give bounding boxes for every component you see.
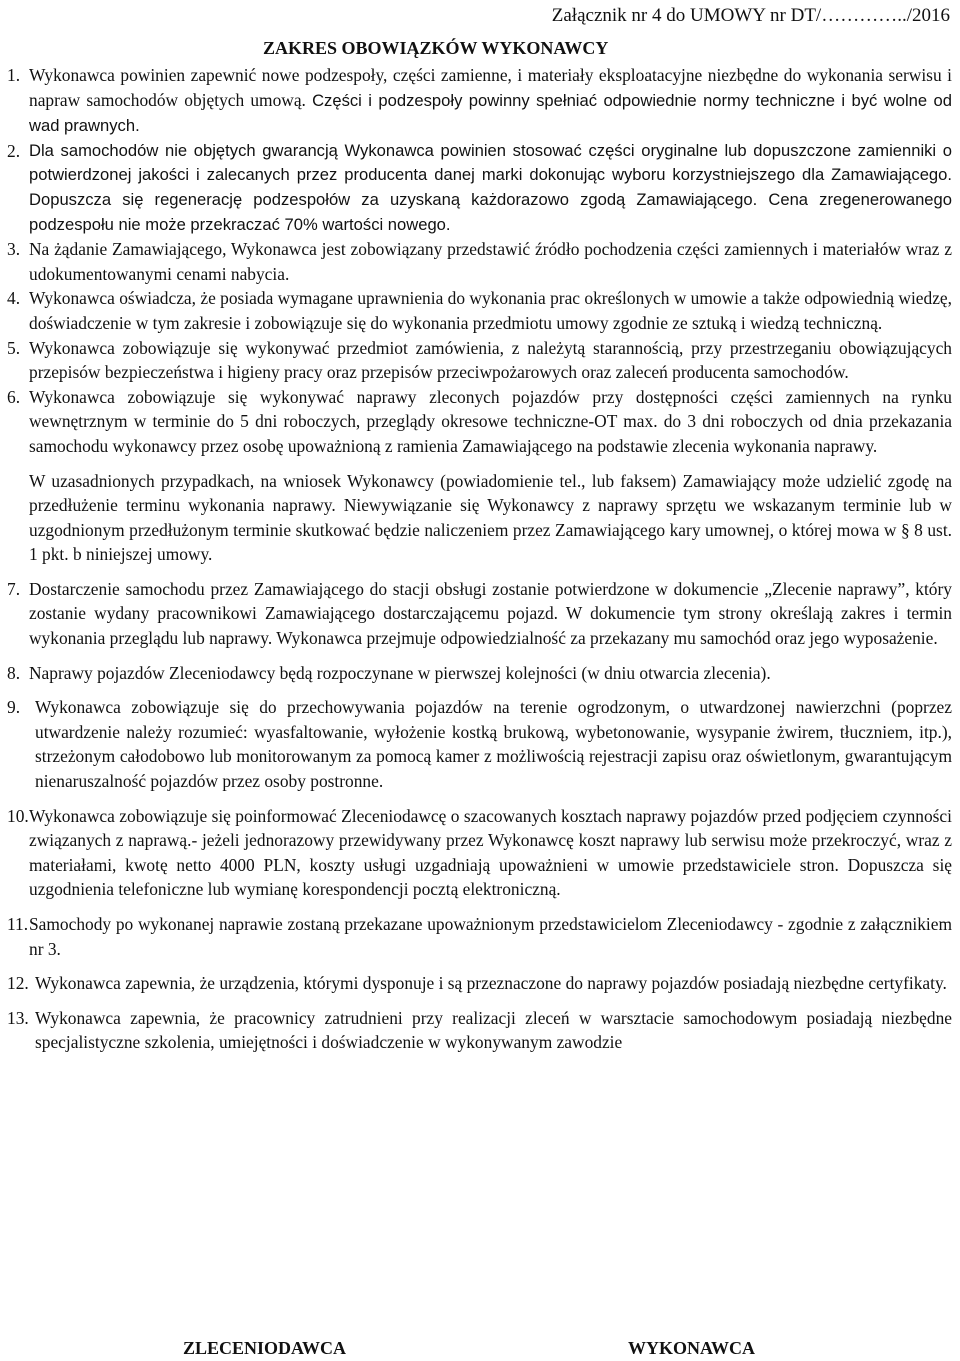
item-text: Na żądanie Zamawiającego, Wykonawca jest zobowiązany przedstawić źródło pochodzenia części zamiennych i materiałów wraz z udokumentowanymi cenami nabycia. [29, 239, 952, 284]
item-number: 8. [7, 662, 21, 683]
document-title: ZAKRES OBOWIĄZKÓW WYKONAWCY [263, 38, 609, 58]
item-text: Wykonawca zapewnia, że pracownicy zatrudnieni przy realizacji zleceń w warsztacie samochodowym posiadają niezbędne specjalistyczne szkolenia, umiejętności i doświadczenie w wykonywanym zawodzie [35, 1007, 952, 1053]
item-text [29, 63, 952, 139]
annex-reference: Załącznik nr 4 do UMOWY nr DT/…………../2016 [551, 5, 950, 26]
item-text: Dostarczenie samochodu przez Zamawiającego do stacji obsługi zostanie potwierdzone w dokumencie „Zlecenie naprawy”, który zostanie wydany pracownikowi Zamawiającego dostarczającemu pojazd. W dokumencie tym strony określają zakres i termin wykonania przeglądu lub naprawy. Wykonawca przejmuje odpowiedzialność za przekazany mu samochód oraz jego wyposażenie. [29, 578, 952, 649]
list-item-5 [7, 336, 952, 385]
item-text: Samochody po wykonanej naprawie zostaną przekazane upoważnionym przedstawicielom Zleceniodawcy - zgodnie z załącznikiem nr 3. [29, 914, 952, 959]
item-text-sans: Części i podzespoły powinny spełniać odpowiednie normy techniczne i być wolne od wad prawnych. [29, 90, 953, 136]
item-text: Wykonawca zobowiązuje się wykonywać przedmiot zamówienia, z należytą starannością, przy przestrzeganiu obowiązujących przepisów bezpieczeństwa i higieny pracy oraz przepisów przeciwpożarowych oraz zaleceń producenta samochodów. [29, 337, 952, 383]
item-text: Naprawy pojazdów Zleceniodawcy będą rozpoczynane w pierwszej kolejności (w dniu otwarcia zlecenia). [29, 662, 771, 683]
item-number: 13. [7, 1007, 29, 1028]
list-item-3 [7, 237, 952, 286]
list-item-10 [7, 804, 952, 902]
item-number: 9. [7, 697, 21, 718]
list-item-12 [7, 971, 952, 996]
item-text: Wykonawca zobowiązuje się wykonywać naprawy zleconych pojazdów przy dostępności części zamiennych na rynku wewnętrznym w terminie do 5 dni roboczych, przeglądy okresowe techniczne-OT max. do 3 dni roboczych od dnia przekazania samochodu wykonawcy przez osobę upoważnioną z ramienia Zamawiającego na podstawie zlecenia wykonania naprawy. [29, 386, 952, 456]
obligations-list [7, 63, 952, 1055]
item-number: 5. [7, 337, 21, 358]
item-number: 1. [7, 65, 21, 85]
item-text: Wykonawca zobowiązuje się poinformować Zleceniodawcę o szacowanych kosztach naprawy pojazdów przed podjęciem czynności związanych z naprawą.- jeżeli jednorazowy przewidywany przez Wykonawcę koszt naprawy lub serwisu może przekroczyć, wraz z materiałami, kwotę netto 4000 PLN, koszty usługi uzgadniają upoważnieni w umowie przedstawiciele stron. Dopuszcza się uzgodnienia telefoniczne lub wymianę korespondencji pocztą elektroniczną. [29, 805, 952, 900]
signature-contractor: WYKONAWCA [628, 1338, 756, 1358]
item-number: 10. [7, 805, 29, 826]
list-item-1 [7, 63, 952, 139]
list-item-9 [7, 695, 952, 793]
list-item-11 [7, 912, 952, 961]
list-item-2 [7, 139, 952, 237]
list-item-8 [7, 661, 952, 686]
item-6-extra-paragraph: W uzasadnionych przypadkach, na wniosek Wykonawcy (powiadomienie tel., lub faksem) Zamawiający może udzielić zgodę na przedłużenie terminu wykonania naprawy. Niewywiązanie się Wykonawcy z naprawy sprzętu we wskazanym terminie lub w uzgodnionym przedłużonym terminie skutkować będzie naliczeniem przez Zamawiającego kary umownej, o której mowa w § 8 ust. 1 pkt. b niniejszej umowy. [29, 470, 952, 565]
list-item-6 [7, 385, 952, 459]
item-number: 2. [7, 140, 21, 161]
item-number: 4. [7, 288, 21, 309]
item-number: 3. [7, 239, 21, 260]
item-text: Wykonawca zapewnia, że urządzenia, którymi dysponuje i są przeznaczone do naprawy pojazdów posiadają niezbędne certyfikaty. [35, 973, 947, 994]
signature-client: ZLECENIODAWCA [183, 1338, 347, 1358]
item-text: Wykonawca oświadcza, że posiada wymagane uprawnienia do wykonania prac określonych w umowie a także odpowiednią wiedzę, doświadczenie w tym zakresie i zobowiązuje się do wykonania przedmiotu umowy zgodnie ze sztuką i wiedzą techniczną. [29, 288, 952, 333]
item-text: Wykonawca zobowiązuje się do przechowywania pojazdów na terenie ogrodzonym, o utwardzonej nawierzchni (poprzez utwardzenie należy rozumieć: wyasfaltowanie, wyłożenie kostką brukową, wybetonowanie, wysypanie żwirem, tłuczniem, itp.), strzeżonym całodobowo lub monitorowanym za pomocą kamer z możliwością rejestracji zapisu oraz oświetlonym, gwarantującym nienaruszalność pojazdów przez osoby postronne. [35, 697, 952, 792]
item-number: 12. [7, 973, 29, 994]
list-item-7 [7, 577, 952, 651]
item-text-serif: Wykonawca powinien zapewnić nowe podzespoły, części zamienne, i materiały eksploatacyjne niezbędne do wykonania serwisu i napraw samochodów objętych umową. [29, 65, 952, 110]
item-number: 6. [7, 386, 21, 407]
item-text: Dla samochodów nie objętych gwarancją Wykonawca powinien stosować części oryginalne lub dopuszczone zamienniki o potwierdzonej jakości i zalecanych przez producenta danej marki dokonując wyboru korzystniejszego dla Zamawiającego. Dopuszcza się regenerację podzespołów za uzyskaną każdorazowo zgodą Zamawiającego. Cena zregenerowanego podzespołu nie może przekraczać 70% wartości nowego. [29, 140, 952, 234]
list-item-13 [7, 1006, 952, 1055]
signature-row [0, 1336, 960, 1360]
item-number: 11. [7, 914, 29, 934]
item-number: 7. [7, 578, 21, 599]
list-item-4 [7, 286, 952, 335]
